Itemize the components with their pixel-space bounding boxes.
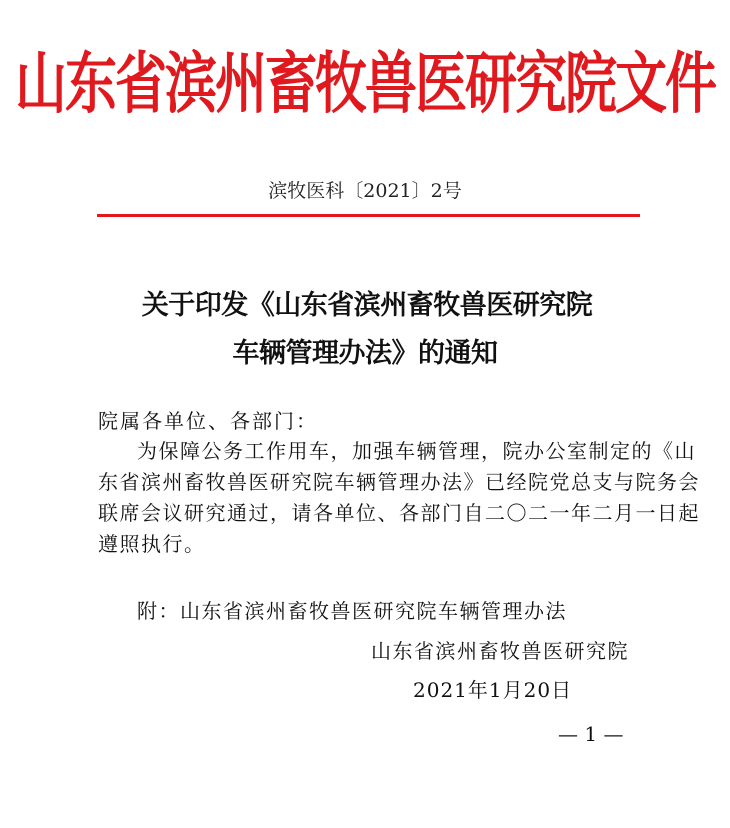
body-paragraph-line: 为保障公务工作用车，加强车辆管理，院办公室制定的《山 [137, 439, 696, 463]
document-header-title: 山东省滨州畜牧兽医研究院文件 [14, 45, 715, 124]
notice-title-line-1: 关于印发《山东省滨州畜牧兽医研究院 [141, 290, 593, 321]
notice-title-line-2: 车辆管理办法》的通知 [232, 338, 498, 369]
page-number: — 1 — [558, 722, 624, 746]
body-paragraph-line: 遵照执行。 [98, 532, 206, 556]
attachment-note: 附：山东省滨州畜牧兽医研究院车辆管理办法 [137, 599, 567, 623]
body-paragraph-line: 东省滨州畜牧兽医研究院车辆管理办法》已经院党总支与院务会 [98, 470, 700, 494]
issue-date: 2021年1月20日 [413, 678, 573, 702]
salutation: 院属各单位、各部门： [98, 409, 318, 433]
issuer-signature: 山东省滨州畜牧兽医研究院 [371, 639, 629, 663]
body-paragraph-line: 联席会议研究通过，请各单位、各部门自二〇二一年二月一日起 [98, 501, 700, 525]
document-number: 滨牧医科〔2021〕2号 [268, 180, 462, 202]
red-divider-line [97, 214, 640, 217]
